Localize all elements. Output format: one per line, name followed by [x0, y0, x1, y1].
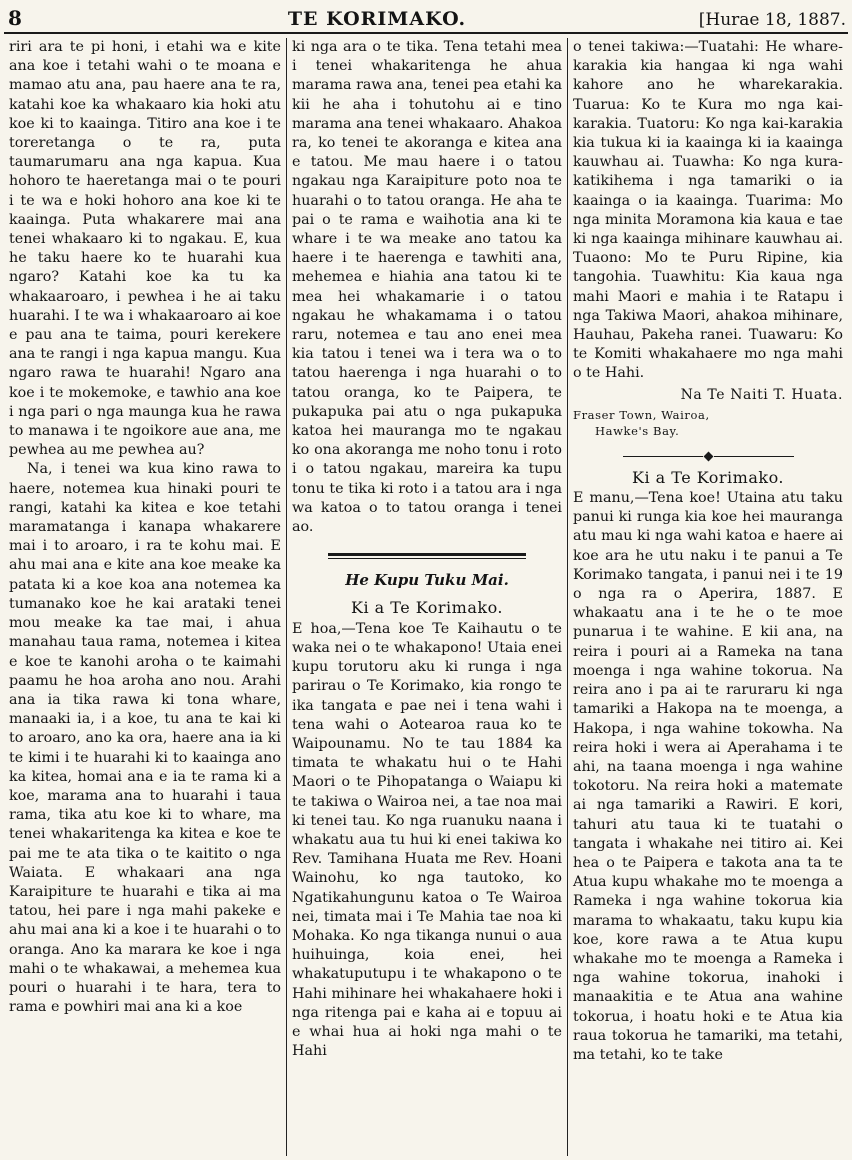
diamond-icon — [703, 451, 713, 461]
ornament-divider — [573, 453, 843, 460]
letter-paragraph: o tenei takiwa:—Tuatahi: He whare-karakia kia hangaa ki nga wahi kahore ano he wharekarakia. Tuarua: Ko te Kura mo nga kai-karakia. Tuatoru: Ko nga kai-karakia kia tukua ki ia kaainga ki ia kaainga kauwhau ai. Tuawha: Ko nga kura-katikihema i nga tamariki o ia kaainga o ia kaainga. Tuarima: Mo nga minita Moramona kia kaua e tae ki nga kaainga mihinare kauwhau ai. Tuaono: Mo te Puru Ripine, kia tangohia. Tuawhitu: Kia kaua nga mahi Maori e mahia i te Ratapu i nga Takiwa Maori, ahakoa mihinare, Hauhau, Pakeha ranei. Tuawaru: Ko te Komiti whakahaere mo nga mahi o te Hahi. — [573, 39, 843, 382]
letter-place — [573, 407, 843, 439]
letter-salutation: Ki a Te Korimako. — [631, 467, 785, 487]
section-divider — [328, 553, 526, 559]
letter-paragraph: E manu,—Tena koe! Utaina atu taku panui ki runga kia koe hei mauranga atu mau ki nga wahi katoa e haere ai koe ara he utu naku i te panui a Te Korimako tangata, i panui nei i te 19 o nga ra o Aperira, 1887. E whakaatu ana i te he o te moe punarua i te wahine. E kii ana, na reira i pouri ai a Rameka na tana moenga i nga wahine tokorua. Na reira ano i pa ai te raruraru ki nga tamariki a Hakopa na te moenga, a Hakopa, i nga wahine tokowha. Na reira hoki i wera ai Aperahama i te ahi, na taana moenga i nga wahine tokotoru. Na reira hoki a matemate ai nga tamariki a Rawiri. E kori, tahuri atu taua ki te tuatahi o tangata i whakahe nei titiro ai. Kei hea o te Paipera e takota ana ta te Atua kupu whakahe mo te moenga a Rameka i nga wahine tokorua kia marama to whakaatu, taku kupu kia koe, kore rawa a te Atua kupu whakahe mo te moenga a Rameka i nga wahine tokorua, inahoki i manaakitia e te Atua ana wahine tokorua, i hoatu hoki e te Atua kia raua tokorua he tamariki, ma tetahi, ma tetahi, ko te take — [573, 490, 843, 1063]
page-number: 8 — [8, 6, 22, 30]
place-line: Hawke's Bay. — [595, 423, 680, 438]
section-headline: He Kupu Tuku Mai. — [345, 571, 509, 590]
article-paragraph: riri ara te pi honi, i etahi wa e kite ana koe i tetahi wahi o te moana e mamao atu ana, pau haere ana te ra, katahi koe ka whakaaro kia hoki atu koe ki to kaainga. Titiro ana koe i te toreretanga o te ra, puta taumarumaru ana nga kapua. Kua hohoro te haeretanga mai o te pouri i te wa e hoki hohoro ana koe ki te kaainga. Puta whakarere mai ana tenei whakaaro ki to ngakau. E, kua he taku haere ko te huarahi kua ngaro? Katahi koe ka tu ka whakaaroaro, i pewhea i he ai taku huarahi. I te wa i whakaaroaro ai koe e pau ana te taima, pouri kerekere ana te rangi i nga kapua mangu. Kua ngaro rawa te huarahi! Ngaro ana koe i te mokemoke, e tawhio ana koe i nga pari o nga maunga kua he rawa to manawa i te ngoikore aue ana, me pewhea au me pewhea au? — [9, 39, 281, 459]
masthead — [4, 0, 848, 34]
letter-paragraph: E hoa,—Tena koe Te Kaihautu o te waka nei o te whakapono! Utaia enei kupu torutoru aku ki runga i nga parirau o Te Korimako, kia rongo te ika tangata e pae nei i tena wahi i tena wahi o Aotearoa raua ko te Waipounamu. No te tau 1884 ka timata te whakatu hui o te Hahi Maori o te Pihopatanga o Waiapu ki te takiwa o Wairoa nei, a tae noa mai ki tenei tau. Ko nga ruanuku naana i whakatu aua tu hui ki enei takiwa ko Rev. Tamihana Huata me Rev. Hoani Wainohu, ko nga tautoko, ko Ngatikahungunu katoa o Te Wairoa nei, timata mai i Te Mahia tae noa ki Mohaka. Ko nga tikanga nunui o aua huihuinga, koia enei, hei whakatuputupu i te whakapono o te Hahi mihinare hei whakahaere hoki i nga ritenga pai e kaha ai e topuu ai e whai hua ai hoki nga mahi o te Hahi — [292, 620, 562, 1060]
ornament-line — [623, 456, 703, 457]
column-2 — [286, 38, 568, 1156]
column-3 — [568, 38, 848, 1156]
place-line: Fraser Town, Wairoa, — [573, 407, 710, 422]
article-paragraph: ki nga ara o te tika. Tena tetahi mea i tenei whakaritenga he ahua marama rawa ana, tenei pea etahi ka kii he aha i tohutohu ai e tino marama ana tenei whakaaro. Ahakoa ra, ko tenei te akoranga e kitea ana e tatou. Me mau haere i o tatou ngakau nga Karaipiture poto noa te huarahi o to tatou oranga. He aha te pai o te rama e waihotia ana ki te whare i te wa meake ano tatou ka haere i te haerenga e tawhiti ana, mehemea e hiahia ana tatou ki te mea hei whakamarie i o tatou ngakau he whakamama i o tatou raru, notemea e tau ano enei mea kia tatou i tenei wa i tera wa o to tatou haerenga i nga huarahi o to tatou oranga, ko te Paipera, te pukapuka pai atu o nga pukapuka katoa hei mauranga mo te ngakau ko ona akoranga me noho tonu i roto i o tatou ngakau, mareira ka tupu tonu te tika ki roto i a tatou ara i nga wa katoa o to tatou oranga i tenei ao. — [292, 39, 562, 536]
issue-date: [Hurae 18, 1887. — [698, 10, 846, 30]
letter-signature: Na Te Naiti T. Huata. — [680, 386, 843, 403]
article-paragraph: Na, i tenei wa kua kino rawa to haere, notemea kua hinaki pouri te rangi, katahi ka kitea e koe tetahi maramatanga i kanapa whakarere mai i to aroaro, i ra te kohu mai. E ahu mai ana e kite ana koe meake ka patata ki a koe koa ana notemea ka tumanako koe he kai arataki tenei mou meake ka tae mai, i ahua manahau taua rama, notemea i kitea e koe te kanohi aroha o te kaimahi paamu he hoa aroha ano nou. Arahi ana ia tika rawa ki tona whare, manaaki ia, i a koe, tu ana te kai ki to aroaro, ano ka ora, haere ana ia ki te kimi i te huarahi ki to kaainga ano ka kitea, homai ana e ia te rama ki a koe, marama ana to huarahi i taua rama, tika atu koe ki to whare, ma tenei whakaritenga ka kitea e koe te pai me te ata tika o te kaitito o nga Waiata. E whakaari ana nga Karaipiture te huarahi e tika ai ma tatou, hei pare i nga mahi pakeke e ahu mai ana ki a koe i te huarahi o to oranga. Ano ka marara ke koe i nga mahi o te whakawai, a mehemea kua pouri o huarahi i te hara, tera to rama e powhiri mai ana ki a koe — [9, 461, 281, 1016]
column-1 — [4, 38, 286, 1156]
columns — [4, 38, 848, 1156]
newspaper-title: TE KORIMAKO. — [287, 8, 467, 30]
ornament-line — [714, 456, 794, 457]
letter-salutation: Ki a Te Korimako. — [350, 598, 504, 618]
